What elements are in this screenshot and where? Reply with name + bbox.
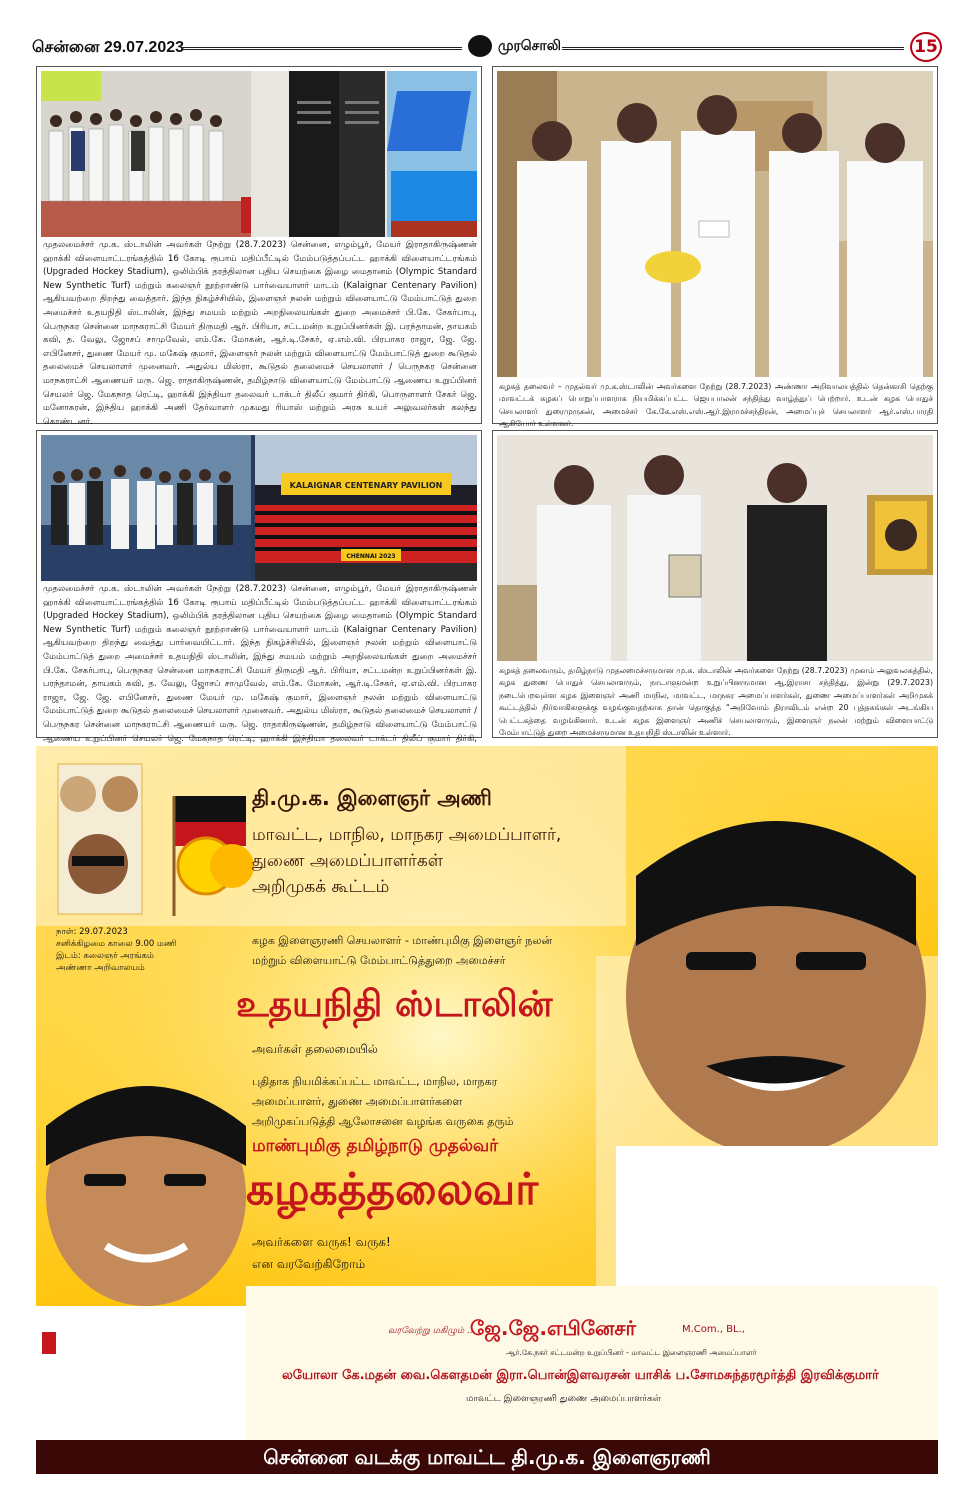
ad-body-line-3: அறிமுகப்படுத்தி ஆலோசனை வழங்க வருகை தரும் <box>252 1115 514 1128</box>
chennai-2023-banner-text: CHENNAI 2023 <box>346 553 396 560</box>
story-jayabalan-meets-cm <box>492 66 938 429</box>
ad-leader-name: உதயநிதி ஸ்டாலின் <box>236 984 553 1025</box>
caption-hockey-inauguration: முதலமைச்சர் மு.க. ஸ்டாலின் அவர்கள் நேற்று (28.7.2023) சென்னை, எழும்பூர், மேயர் இராதாகிருஷ்ணன் ஹாக்கி விளையாட்டரங்கத்தில் 16 கோடி ரூபாய் மதிப்பீட்டில் மேம்படுத்தப்பட்ட ஹாக்கி விளையாட்டரங்கம் (Upgraded Hockey Stadium), ஒலிம்பிக் தரத்திலான புதிய செயற்கை இழை மைதானம் (Olympic Standard New Synthetic Turf) மற்றும் கலைஞர் நூற்றாண்டு பார்வையாளர் மாடம் (Kalaignar Centenary Pavilion) ஆகியவற்றை திறந்து வைத்தார். இந்த நிகழ்ச்சியில், இளைஞர் நலன் மற்றும் விளையாட்டு மேம்பாட்டுத் துறை அமைச்சர் உதயநிதி ஸ்டாலின், இந்து சமயம் மற்றும் அறநிலையங்கள் துறை அமைச்சர் பி.கே. சேகர்பாபு, பெருநகர சென்னை மாநகராட்சி மேயர் திருமதி ஆர். பிரியா, சட்டமன்ற உறுப்பினர்கள் இ. பரந்தாமன், தாயகம் கவி, த. வேலு, ஜோசப் சாமுவேல், எம்.கே. மோகன், ஆர்.டி.சேகர், ஏ.எம்.வி. பிரபாகர ராஜா, ஜே. ஜே. எபினேசர், துணை மேயர் மு. மகேஷ் குமார், இளைஞர் நலன் மற்றும் விளையாட்டு மேம்பாட்டுத் துறை கூடுதல் தலைமைச் செயலாளர் முனைவர். அதுல்ய மிஸ்ரா, கூடுதல் தலைமைச் செயலாளர் / பெருநகர சென்னை மாநகராட்சி ஆணையர் மரு. ஜெ. ராதாகிருஷ்ணன், தமிழ்நாடு விளையாட்டு மேம்பாட்டு ஆணைய உறுப்பினர் செயலர் ஜெ. மேகநாத ரெட்டி, ஹாக்கி இந்தியா தலைவர் டாக்டர் திலீப் குமார் திர்கி, பொருளாளர் சேகர் ஜெ. மனோகரன், இந்திய ஹாக்கி அணி தேர்வாளர் முகமது ரியாஸ் மற்றும் அரசு உயர் அலுவலர்கள் கலந்து கொண்டனர். <box>43 240 477 427</box>
ad-deputy-names: லயோலா கே.மதன் வை.கௌதமன் இரா.பொன்இளவரசன் யாசிக் ப.சோமசுந்தரமூர்த்தி இரவிக்குமார் <box>282 1368 879 1383</box>
caption-stadium-visit: முதலமைச்சர் மு.க. ஸ்டாலின் அவர்கள் நேற்று (28.7.2023) சென்னை, எழும்பூர், மேயர் இராதாகிருஷ்ணன் ஹாக்கி விளையாட்டரங்கத்தில் 16 கோடி ரூபாய் மதிப்பீட்டில் மேம்படுத்தப்பட்ட ஹாக்கி விளையாட்டரங்கம் (Upgraded Hockey Stadium), ஒலிம்பிக் தரத்திலான புதிய செயற்கை இழை மைதானம் (Olympic Standard New Synthetic Turf) மற்றும் கலைஞர் நூற்றாண்டு பார்வையாளர் மாடம் (Kalaignar Centenary Pavilion) ஆகியவற்றை திறந்து வைத்து பார்வையிட்டார். இந்த நிகழ்ச்சியில், இளைஞர் நலன் மற்றும் விளையாட்டு மேம்பாட்டுத் துறை அமைச்சர் உதயநிதி ஸ்டாலின், இந்து சமயம் மற்றும் அறநிலையங்கள் துறை அமைச்சர் பி.கே. சேகர்பாபு, பெருநகர சென்னை மாநகராட்சி மேயர் திருமதி ஆர். பிரியா, சட்டமன்ற உறுப்பினர்கள் இ. பரந்தாமன், தாயகம் கவி, த. வேலு, ஜோசப் சாமுவேல், எம்.கே. மோகன், ஆர்.டி.சேகர், ஏ.எம்.வி. பிரபாகர ராஜா, ஜே. ஜே. எபினேசர், துணை மேயர் மு. மகேஷ் குமார், இளைஞர் நலன் மற்றும் விளையாட்டு மேம்பாட்டுத் துறை கூடுதல் தலைமைச் செயலாளர் முனைவர். அதுல்ய மிஸ்ரா, கூடுதல் தலைமைச் செயலாளர் / பெருநகர சென்னை மாநகராட்சி ஆணையர் மரு. ஜெ. ராதாகிருஷ்ணன், தமிழ்நாடு விளையாட்டு மேம்பாட்டு ஆணைய உறுப்பினர் செயலர் ஜெ. மேகநாத ரெட்டி, ஹாக்கி இந்தியா தலைவர் டாக்டர் திலீப் குமார் திர்கி, <box>43 584 477 744</box>
photo-stadium-visit-svg <box>41 435 477 581</box>
ad-host-name: ஜே.ஜே.எபினேசர் <box>470 1316 636 1340</box>
pavilion-sign-text: KALAIGNAR CENTENARY PAVILION <box>289 481 443 490</box>
ad-org-name: தி.மு.க. இளைஞர் அணி <box>252 786 492 810</box>
story-raja-presents-books <box>492 430 938 738</box>
story-hockey-inauguration <box>36 66 482 427</box>
header-rule-left <box>182 47 462 50</box>
page-number: 15 <box>910 32 942 62</box>
ad-intro-line-2: மற்றும் விளையாட்டு மேம்பாட்டுத்துறை அமைச்சர் <box>252 954 506 967</box>
photo-stadium-visit <box>41 435 477 581</box>
ad-bottom-banner: சென்னை வடக்கு மாவட்ட தி.மு.க. இளைஞரணி <box>36 1440 938 1474</box>
ad-meeting-line-2: துணை அமைப்பாளர்கள் <box>252 851 444 871</box>
ad-background-svg <box>36 746 938 1474</box>
story-stadium-visit <box>36 430 482 744</box>
photo-hockey-stadium-svg <box>41 71 477 237</box>
ad-detail-venue-2: அண்ணா அறிவாலயம் <box>56 963 145 973</box>
photo-hockey-stadium <box>41 71 477 237</box>
ad-body-line-2: அமைப்பாளர், துணை அமைப்பாளர்களை <box>252 1095 463 1108</box>
ad-welcome-line-2: என வரவேற்கிறோம் <box>252 1257 366 1271</box>
photo-jayabalan-meets-cm <box>497 71 933 377</box>
header-rule-right <box>562 47 904 50</box>
ad-welcome-line-1: அவர்களை வருக! வருக! <box>252 1235 391 1249</box>
ad-detail-venue: இடம்: கலைஞர் அரங்கம் <box>56 951 154 961</box>
page-header <box>32 32 942 64</box>
ad-host-degree: M.Com., BL., <box>682 1324 745 1335</box>
ad-body-line-1: புதிதாக நியமிக்கப்பட்ட மாவட்ட, மாநில, மாநகர <box>252 1075 498 1088</box>
caption-jayabalan-meets-cm: கழகத் தலைவர் – முதல்வர் மு.க.ஸ்டாலின் அவர்களை நேற்று (28.7.2023) அண்ணா அறிவாலயத்தில் தென்காசி தெற்கு மாவட்டக் கழகப் பொறுப்பாளராக நியமிக்கப்பட்ட ஜெயபாலன் சந்தித்து வாழ்த்துப் பெற்றார். உடன் கழக பொதுச் செயலாளர் துரைமுருகன், அமைச்சர் கே.கே.எஸ்.எஸ்.ஆர்.இராமச்சந்திரன், அமைப்புச் செயலாளர் ஆர்.எஸ்.பாரதி ஆகியோர் உள்ளனர். <box>499 382 933 429</box>
photo-jayabalan-meets-cm-svg <box>497 71 933 377</box>
ad-welcome-script: வரவேற்று மகிழும் ... <box>388 1326 476 1336</box>
rooster-logo-icon <box>468 35 492 57</box>
dmk-youth-wing-advertisement <box>36 746 938 1474</box>
ad-meeting-line-1: மாவட்ட, மாநில, மாநகர அமைப்பாளர், <box>252 825 562 845</box>
ad-deputies-role: மாவட்ட இளைஞரணி துணை அமைப்பாளர்கள் <box>466 1394 661 1404</box>
ad-host-role: ஆர்.கே.நகர் சட்டமன்ற உறுப்பினர் - மாவட்ட இளைஞரணி அமைப்பாளர் <box>506 1348 757 1357</box>
photo-raja-presents-books <box>497 435 933 661</box>
photo-raja-presents-books-svg <box>497 435 933 661</box>
newspaper-name: முரசொலி <box>498 38 561 54</box>
issue-date: சென்னை 29.07.2023 <box>32 39 185 56</box>
ad-meeting-line-3: அறிமுகக் கூட்டம் <box>252 877 390 897</box>
ad-cm-title: மாண்புமிகு தமிழ்நாடு முதல்வர் <box>252 1136 499 1156</box>
ad-detail-date: நாள்: 29.07.2023 <box>56 927 128 937</box>
ad-detail-time: சனிக்கிழமை காலை 9.00 மணி <box>56 939 177 949</box>
ad-intro-line-1: கழக இளைஞரணி செயலாளர் - மாண்புமிகு இளைஞர் நலன் <box>252 934 553 947</box>
ad-presiding-text: அவர்கள் தலைமையில் <box>252 1042 378 1056</box>
ad-party-leader-title: கழகத்தலைவர் <box>246 1164 539 1215</box>
caption-raja-presents-books: கழகத் தலைவரும், தமிழ்நாடு முதலமைச்சருமான மு.க. ஸ்டாலின் அவர்களை நேற்று (28.7.2023) முகாம் அலுவலகத்தில், கழக துணை பொதுச் செயலாளரும், நாடாளுமன்ற உறுப்பினருமான ஆ.இராசா சந்தித்து, இன்று (29.7.2023) நடைபெறவுள்ள கழக இளைஞர் அணி மாநில, மாவட்ட, மாநகர அமைப்பாளர்கள், துணை அமைப்பாளர்கள் அறிமுகக் கூட்டத்தில் நிர்வாகிகளுக்கு வழங்குவதற்காக தான் தொகுத்த “அறிவோம் திராவிடம் என்ற 20 புத்தகங்கள் அடங்கிய பெட்டகத்தை வழங்கினார். உடன் கழக இளைஞர் அணிச் செயலாளரும், இளைஞர் நலன் மற்றும் விளையாட்டு மேம்பாட்டுத் துறை அமைச்சருமான உதயநிதி ஸ்டாலின் உள்ளார். <box>499 666 933 738</box>
